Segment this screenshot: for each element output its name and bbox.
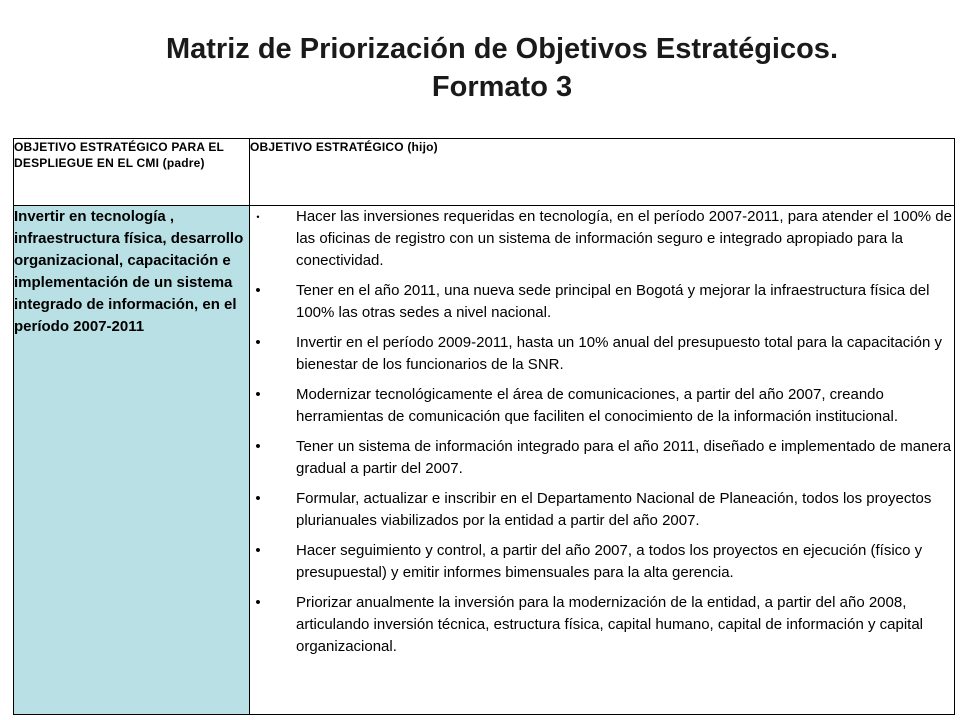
parent-objective-cell: Invertir en tecnología , infraestructura física, desarrollo organizacional, capacitación e implementación de un sistema integrado de información, en el período 2007-2011 [14,206,250,715]
objectives-matrix-table [13,138,955,715]
list-item [250,206,954,272]
child-objective-text: Formular, actualizar e inscribir en el Departamento Nacional de Planeación, todos los proyectos plurianuales viabilizados por la entidad a partir del año 2007. [296,490,932,529]
child-objectives-cell [250,206,955,715]
bullet-icon: • [255,490,261,507]
table-header-row [14,139,955,206]
bullet-icon: • [256,212,260,222]
child-objectives-list [250,206,954,658]
page-title-line-1: Matriz de Priorización de Objetivos Estratégicos. [165,33,838,65]
list-item [250,592,954,658]
list-item [250,280,954,324]
bullet-icon: • [255,542,261,559]
child-objective-text: Invertir en el período 2009-2011, hasta un 10% anual del presupuesto total para la capacitación y bienestar de los funcionarios de la SNR. [296,334,942,373]
bullet-icon: • [255,334,261,351]
child-objective-text: Priorizar anualmente la inversión para la modernización de la entidad, a partir del año 2008, articulando inversión técnica, estructura física, capital humano, capital de información y capital organizacional. [296,594,923,655]
list-item [250,332,954,376]
page-title [40,30,920,106]
child-objective-text: Tener un sistema de información integrado para el año 2011, diseñado e implementado de manera gradual a partir del 2007. [296,438,952,477]
child-objective-text: Hacer las inversiones requeridas en tecnología, en el período 2007-2011, para atender el 100% de las oficinas de registro con un sistema de información seguro e integrado apropiado para la conectividad. [296,208,952,269]
bullet-icon: • [255,438,261,455]
bullet-icon: • [255,386,261,403]
child-objective-text: Modernizar tecnológicamente el área de comunicaciones, a partir del año 2007, creando herramientas de comunicación que faciliten el conocimiento de la información institucional. [296,386,898,425]
child-objective-text: Tener en el año 2011, una nueva sede principal en Bogotá y mejorar la infraestructura física del 100% las otras sedes a nivel nacional. [296,282,930,321]
bullet-icon: • [255,282,261,299]
bullet-icon: • [255,594,261,611]
list-item [250,540,954,584]
list-item [250,384,954,428]
child-objective-text: Hacer seguimiento y control, a partir del año 2007, a todos los proyectos en ejecución (físico y presupuestal) y emitir informes bimensuales para la alta gerencia. [296,542,923,581]
header-child-objective: OBJETIVO ESTRATÉGICO (hijo) [250,139,955,206]
table-row [14,206,955,715]
header-parent-objective: OBJETIVO ESTRATÉGICO PARA EL DESPLIEGUE EN EL CMI (padre) [14,139,250,206]
list-item [250,436,954,480]
page-title-line-2: Formato 3 [431,71,573,103]
list-item [250,488,954,532]
